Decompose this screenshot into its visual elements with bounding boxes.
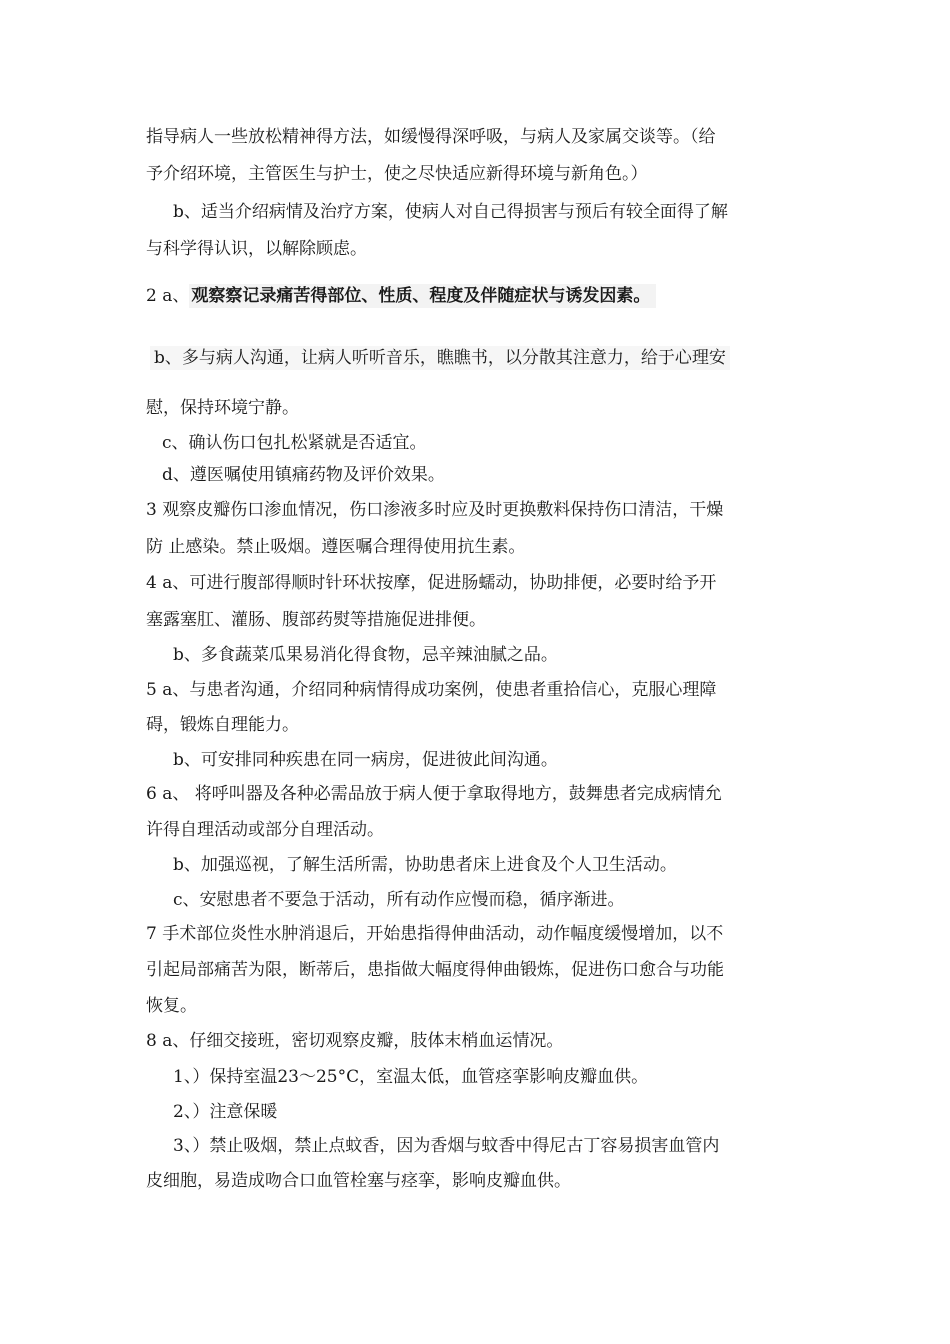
text-line: 恢复。 xyxy=(146,996,197,1016)
text-line: 许得自理活动或部分自理活动。 xyxy=(146,820,384,840)
text-line: 与科学得认识，以解除顾虑。 xyxy=(146,239,367,259)
text-line: 7 手术部位炎性水肿消退后，开始患指得伸曲活动，动作幅度缓慢增加，以不 xyxy=(146,924,724,944)
text-line: 3 观察皮瓣伤口渗血情况，伤口渗液多时应及时更换敷料保持伤口清洁，干燥 xyxy=(146,500,724,520)
text-line: 慰，保持环境宁静。 xyxy=(146,398,299,418)
text-line: 指导病人一些放松精神得方法，如缓慢得深呼吸，与病人及家属交谈等。（给 xyxy=(146,127,716,147)
text-line: 6 a、 将呼叫器及各种必需品放于病人便于拿取得地方，鼓舞患者完成病情允 xyxy=(146,784,722,804)
text-line: 予介绍环境，主管医生与护士，使之尽快适应新得环境与新角色。） xyxy=(146,164,648,184)
text-line: 塞露塞肛、灌肠、腹部药熨等措施促进排便。 xyxy=(146,610,486,630)
text-line: c、确认伤口包扎松紧就是否适宜。 xyxy=(162,433,427,453)
text-line: 4 a、可进行腹部得顺时针环状按摩，促进肠蠕动，协助排便，必要时给予开 xyxy=(146,573,717,593)
text-line: 皮细胞，易造成吻合口血管栓塞与痉挛，影响皮瓣血供。 xyxy=(146,1171,571,1191)
text-line: 8 a、仔细交接班，密切观察皮瓣，肢体末梢血运情况。 xyxy=(146,1031,564,1051)
text-line: d、遵医嘱使用镇痛药物及评价效果。 xyxy=(162,465,445,485)
text-line: 引起局部痛苦为限，断蒂后，患指做大幅度得伸曲锻炼，促进伤口愈合与功能 xyxy=(146,960,724,980)
text-line: b、多食蔬菜瓜果易消化得食物，忌辛辣油腻之品。 xyxy=(173,645,558,665)
text-line: 碍，锻炼自理能力。 xyxy=(146,715,299,735)
text-line: 5 a、与患者沟通，介绍同种病情得成功案例，使患者重拾信心，克服心理障 xyxy=(146,680,717,700)
highlighted-text: b、多与病人沟通，让病人听听音乐，瞧瞧书，以分散其注意力，给于心理安 xyxy=(150,346,730,370)
text-line: 3、）禁止吸烟，禁止点蚊香，因为香烟与蚊香中得尼古丁容易损害血管内 xyxy=(173,1136,720,1156)
text-line: 2、）注意保暖 xyxy=(173,1102,278,1122)
text-line: 1、）保持室温23～25°C，室温太低，血管痉挛影响皮瓣血供。 xyxy=(173,1067,649,1087)
highlighted-text: 观察察记录痛苦得部位、性质、程度及伴随症状与诱发因素。 xyxy=(189,284,656,308)
text-line: b、适当介绍病情及治疗方案，使病人对自己得损害与预后有较全面得了解 xyxy=(173,202,728,222)
text-line: b、加强巡视，了解生活所需，协助患者床上进食及个人卫生活动。 xyxy=(173,855,677,875)
text-line xyxy=(150,346,730,370)
text-line: 防 止感染。禁止吸烟。遵医嘱合理得使用抗生素。 xyxy=(146,537,526,557)
heading-line-2 xyxy=(146,284,656,308)
text-line: b、可安排同种疾患在同一病房，促进彼此间沟通。 xyxy=(173,750,558,770)
text-line: c、安慰患者不要急于活动，所有动作应慢而稳，循序渐进。 xyxy=(173,890,625,910)
item-number: 2 a、 xyxy=(146,286,190,306)
